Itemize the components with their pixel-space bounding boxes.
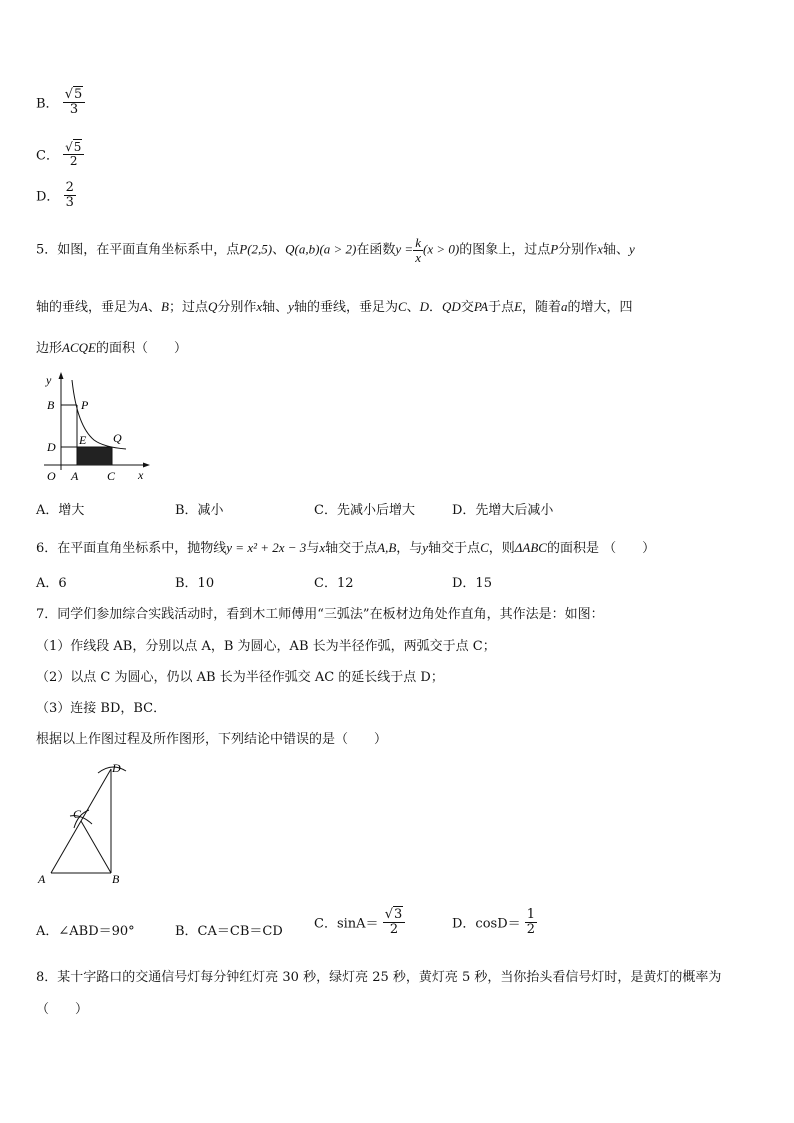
x-axis-arrow (143, 463, 150, 468)
q6-option-a: A．6 (36, 576, 67, 591)
q7-step-2: （2）以点 C 为圆心，仍以 AB 长为半径作弧交 AC 的延长线于点 D； (36, 670, 444, 685)
fraction: $\frac{√3}{2}$ (383, 908, 406, 936)
q5-line-3: 边形ACQE的面积（ ） (36, 340, 187, 356)
label-b: B (47, 398, 55, 412)
label-a: A (38, 872, 46, 886)
q6-option-d: D．15 (452, 576, 492, 591)
label-q: Q (113, 431, 122, 445)
q7-step-3: （3）连接 BD，BC． (36, 701, 167, 716)
q7-option-a: A．∠ABD＝90° (36, 924, 135, 939)
fraction: $\frac{1}{2}$ (526, 907, 536, 937)
q4-option-b (36, 88, 85, 116)
y-axis-arrow (59, 372, 64, 379)
label-x: x (138, 468, 144, 482)
q5-option-c: C．先减小后增大 (314, 503, 415, 518)
label-o: O (47, 469, 56, 483)
label-d: D (47, 440, 56, 454)
label-a: A (71, 469, 79, 483)
fraction: $\frac{2}{3}$ (65, 180, 74, 210)
q5-option-b: B．减小 (175, 503, 224, 518)
fraction: $\frac{√5}{3}$ (63, 88, 86, 116)
q5-line-1: 5．如图，在平面直角坐标系中，点P(2,5)、Q(a,b)(a > 2)在函数y = $\frac{k}{x}$ (x > 0)的图象上，过点P分别作x轴、y (36, 235, 635, 265)
q6-option-c: C．12 (314, 576, 354, 591)
label-d: D (112, 761, 121, 775)
q4-option-d (36, 181, 76, 209)
q6-option-b: B．10 (175, 576, 215, 591)
q6-stem: 6．在平面直角坐标系中，抛物线y = x² + 2x − 3与x轴交于点A,B，与y轴交于点C，则ΔABC的面积是 （ ） (36, 540, 656, 556)
option-label: D． (36, 189, 60, 205)
q7-prompt: 根据以上作图过程及所作图形，下列结论中错误的是（ ） (36, 732, 388, 747)
shaded-region-acqe (77, 447, 112, 465)
q5-line-2: 轴的垂线，垂足为A、B；过点Q分别作x轴、y轴的垂线，垂足为C、D．QD交PA于点E，随着a的增大，四 (36, 299, 633, 315)
q4-option-c (36, 141, 84, 167)
q7-option-b: B．CA＝CB＝CD (175, 924, 283, 939)
label-p: P (81, 398, 89, 412)
option-label: B． (36, 96, 59, 112)
q5-option-a: A．增大 (36, 503, 85, 518)
q7-step-1: （1）作线段 AB，分别以点 A，B 为圆心，AB 长为半径作弧，两弧交于点 C； (36, 639, 496, 654)
fraction: $\frac{k}{x}$ (415, 235, 421, 265)
label-c: C (73, 807, 82, 821)
segment-bc (81, 821, 111, 873)
q7-figure (34, 756, 134, 890)
q7-option-d: D．cosD＝ $\frac{1}{2}$ (452, 907, 536, 937)
label-e: E (79, 433, 87, 447)
fraction: $\frac{√5}{2}$ (63, 141, 84, 167)
label-y: y (46, 373, 52, 387)
q5-option-d: D．先增大后减小 (452, 503, 554, 518)
q7-option-c: C．sinA＝ $\frac{√3}{2}$ (314, 908, 405, 936)
label-b: B (112, 872, 120, 886)
q7-stem: 7．同学们参加综合实践活动时，看到木工师傅用“三弧法”在板材边角处作直角，其作法是：如图： (36, 607, 604, 622)
q8-stem: 8．某十字路口的交通信号灯每分钟红灯亮 30 秒，绿灯亮 25 秒，黄灯亮 5 秒，当你抬头看信号灯时，是黄灯的概率为 (36, 970, 722, 985)
option-label: C． (36, 148, 59, 164)
q5-graph (34, 368, 154, 486)
q8-answer-bracket: （ ） (36, 1002, 89, 1017)
label-c: C (107, 469, 116, 483)
